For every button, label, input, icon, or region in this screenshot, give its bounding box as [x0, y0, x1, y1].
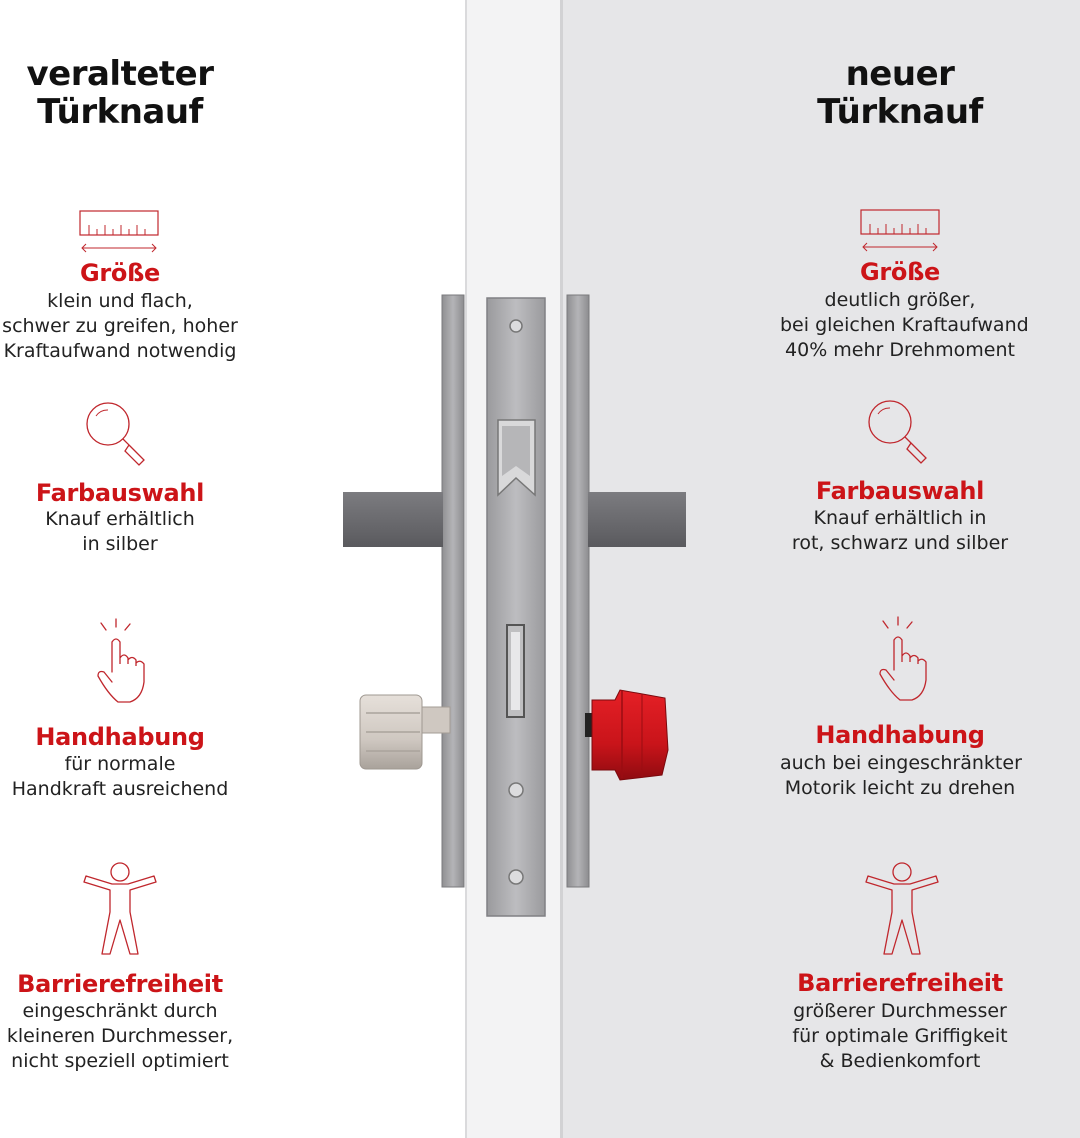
tap-hand-icon	[90, 618, 154, 706]
desc-line: eingeschränkt durch	[22, 1000, 218, 1022]
feature-title-accessibility: Barrierefreiheit	[17, 970, 223, 998]
heading-line: neuer	[845, 54, 955, 94]
desc-line: Motorik leicht zu drehen	[784, 777, 1016, 799]
feature-description-accessibility	[780, 999, 1020, 1074]
feature-title-size: Größe	[859, 258, 941, 286]
screw	[509, 783, 523, 797]
desc-line: Knauf erhältlich	[45, 508, 195, 530]
desc-line: bei gleichen Kraftaufwand	[780, 314, 1029, 336]
old-knob-shaft	[420, 707, 450, 733]
magnifier-icon	[84, 400, 154, 468]
desc-line: & Bedienkomfort	[819, 1050, 981, 1072]
desc-line: für optimale Griffigkeit	[792, 1025, 1008, 1047]
desc-line: für normale	[64, 753, 176, 775]
mortise-lock-illustration	[330, 280, 700, 930]
feature-description-color	[0, 507, 240, 557]
tap-hand-icon	[872, 616, 936, 704]
feature-description-color	[780, 506, 1020, 556]
feature-title-handling: Handhabung	[815, 721, 985, 749]
desc-line: Knauf erhältlich in	[813, 507, 987, 529]
heading-line: Türknauf	[817, 92, 983, 132]
feature-description-accessibility	[0, 999, 240, 1074]
feature-description-handling	[0, 752, 240, 802]
magnifier-icon	[866, 398, 936, 466]
feature-title-handling: Handhabung	[35, 723, 205, 751]
lock-faceplate	[487, 298, 545, 916]
desc-line: Kraftaufwand notwendig	[3, 340, 237, 362]
feature-description-handling	[780, 751, 1020, 801]
feature-title-size: Größe	[79, 259, 161, 287]
screw	[509, 870, 523, 884]
desc-line: schwer zu greifen, hoher	[2, 315, 238, 337]
ruler-icon	[79, 210, 159, 255]
feature-title-color: Farbauswahl	[815, 477, 985, 505]
desc-line: Handkraft ausreichend	[11, 778, 229, 800]
heading-line: veralteter	[26, 54, 214, 94]
new-knob-heading	[780, 55, 1020, 131]
accessibility-person-icon	[862, 860, 942, 960]
escutcheon-plate-right	[567, 295, 589, 887]
lever-right	[588, 492, 686, 547]
screw	[510, 320, 522, 332]
desc-line: klein und flach,	[47, 290, 193, 312]
lever-left	[343, 492, 443, 547]
heading-line: Türknauf	[37, 92, 203, 132]
feature-description-size	[780, 288, 1029, 363]
desc-line: 40% mehr Drehmoment	[785, 339, 1015, 361]
new-knob	[592, 690, 668, 780]
feature-description-size	[0, 289, 240, 364]
desc-line: rot, schwarz und silber	[791, 532, 1009, 554]
feature-title-color: Farbauswahl	[35, 479, 205, 507]
accessibility-person-icon	[80, 860, 160, 960]
desc-line: deutlich größer,	[824, 289, 976, 311]
escutcheon-plate-left	[442, 295, 464, 887]
desc-line: größerer Durchmesser	[793, 1000, 1007, 1022]
desc-line: nicht speziell optimiert	[11, 1050, 229, 1072]
ruler-icon	[860, 209, 940, 254]
desc-line: in silber	[82, 533, 158, 555]
old-knob-heading	[0, 55, 240, 131]
desc-line: auch bei eingeschränkter	[780, 752, 1022, 774]
desc-line: kleineren Durchmesser,	[6, 1025, 234, 1047]
feature-title-accessibility: Barrierefreiheit	[797, 969, 1003, 997]
